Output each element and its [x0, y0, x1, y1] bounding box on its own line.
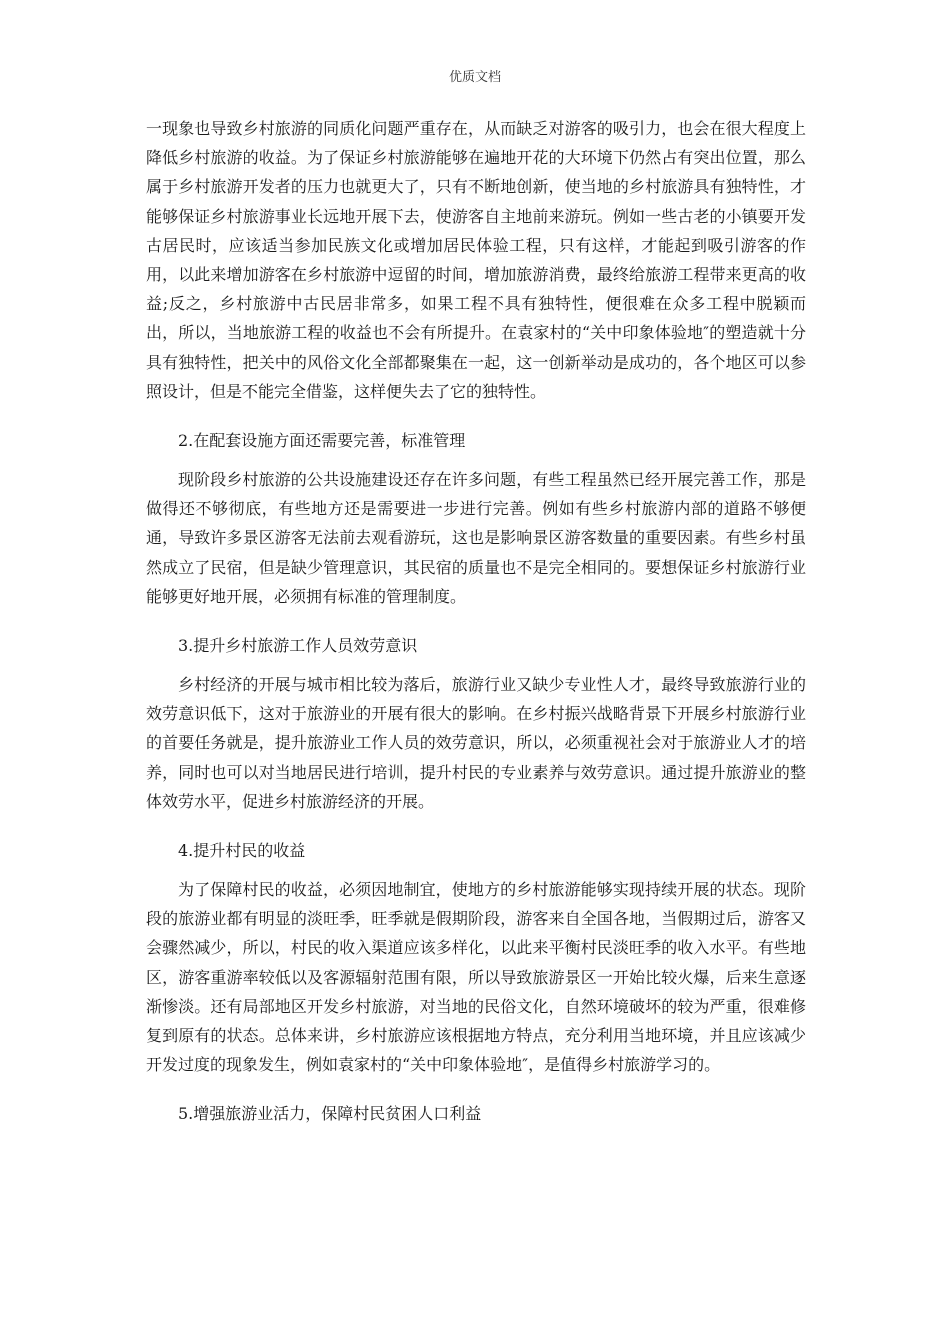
- spacer: [146, 816, 806, 826]
- paragraph-facilities: 现阶段乡村旅游的公共设施建设还存在许多问题，有些工程虽然已经开展完善工作，那是做得还不够彻底，有些地方还是需要进一步进行完善。例如有些乡村旅游内部的道路不够便通，导致许多景区游客无法前去观看游玩，这也是影响景区游客数量的重要因素。有些乡村虽然成立了民宿，但是缺少管理意识，其民宿的质量也不是完全相同的。要想保证乡村旅游行业能够更好地开展，必须拥有标准的管理制度。: [146, 470, 806, 606]
- paragraph-continuation: 一现象也导致乡村旅游的同质化问题严重存在，从而缺乏对游客的吸引力，也会在很大程度上降低乡村旅游的收益。为了保证乡村旅游能够在遍地开花的大环境下仍然占有突出位置，那么属于乡村旅游开发者的压力也就更大了，只有不断地创新，使当地的乡村旅游具有独特性，才能够保证乡村旅游事业长远地开展下去，使游客自主地前来游玩。例如一些古老的小镇要开发古居民时，应该适当参加民族文化或增加居民体验工程，只有这样，才能起到吸引游客的作用，以此来增加游客在乡村旅游中逗留的时间，增加旅游消费，最终给旅游工程带来更高的收益;反之，乡村旅游中古民居非常多，如果工程不具有独特性，便很难在众多工程中脱颖而出，所以，当地旅游工程的收益也不会有所提升。在袁家村的“关中印象体验地″的塑造就十分具有独特性，把关中的风俗文化全部都聚集在一起，这一创新举动是成功的，各个地区可以参照设计，但是不能完全借鉴，这样便失去了它的独特性。: [146, 119, 806, 401]
- section-heading-2: 2.在配套设施方面还需要完善，标准管理: [178, 431, 466, 451]
- paragraph-villager-income: 为了保障村民的收益，必须因地制宜，使地方的乡村旅游能够实现持续开展的状态。现阶段的旅游业都有明显的淡旺季，旺季就是假期阶段，游客来自全国各地，当假期过后，游客又会骤然减少，所以，村民的收入渠道应该多样化，以此来平衡村民淡旺季的收入水平。有些地区，游客重游率较低以及客源辐射范围有限，所以导致旅游景区一开始比较火爆，后来生意逐渐惨淡。还有局部地区开发乡村旅游，对当地的民俗文化，自然环境破坏的较为严重，很难修复到原有的状态。总体来讲，乡村旅游应该根据地方特点，充分利用当地环境，并且应该减少开发过度的现象发生，例如袁家村的“关中印象体验地″，是值得乡村旅游学习的。: [146, 880, 806, 1075]
- section-heading-4: 4.提升村民的收益: [178, 841, 306, 861]
- section-heading-3: 3.提升乡村旅游工作人员效劳意识: [178, 636, 418, 656]
- section-heading-5: 5.增强旅游业活力，保障村民贫困人口利益: [178, 1104, 482, 1124]
- spacer: [146, 1079, 806, 1089]
- page-header: 优质文档: [448, 70, 501, 85]
- paragraph-service-awareness: 乡村经济的开展与城市相比较为落后，旅游行业又缺少专业性人才，最终导致旅游行业的效劳意识低下，这对于旅游业的开展有很大的影响。在乡村振兴战略背景下开展乡村旅游行业的首要任务就是，提升旅游业工作人员的效劳意识，所以，必须重视社会对于旅游业人才的培养，同时也可以对当地居民进行培训，提升村民的专业素养与效劳意识。通过提升旅游业的整体效劳水平，促进乡村旅游经济的开展。: [146, 675, 806, 811]
- document-body: [146, 114, 806, 1138]
- spacer: [146, 406, 806, 416]
- spacer: [146, 611, 806, 621]
